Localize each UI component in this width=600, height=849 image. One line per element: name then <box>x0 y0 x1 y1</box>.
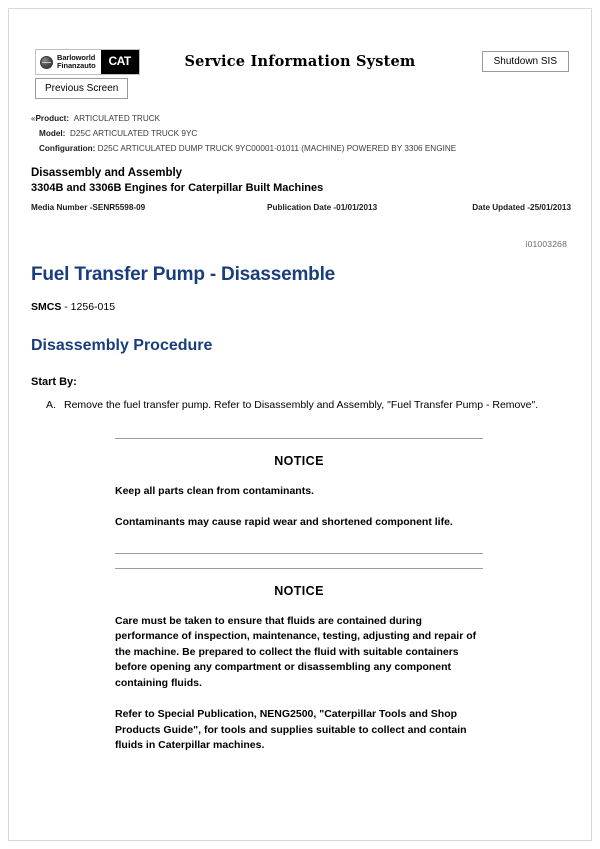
notice-top-rule <box>115 438 483 439</box>
metadata-configuration-value: D25C ARTICULATED DUMP TRUCK 9YC00001-01011 (MACHINE) POWERED BY 3306 ENGINE <box>97 144 457 153</box>
publication-info <box>27 203 573 217</box>
metadata-product-value: ARTICULATED TRUCK <box>73 114 161 123</box>
step-text: Remove the fuel transfer pump. Refer to Disassembly and Assembly, "Fuel Transfer Pump - Remove". <box>64 399 539 411</box>
notice-top-rule <box>115 568 483 569</box>
publication-date: Publication Date -01/01/2013 <box>267 203 378 212</box>
notice-body <box>115 484 483 531</box>
notice-paragraph: Refer to Special Publication, NENG2500, "Caterpillar Tools and Shop Products Guide", for tools and supplies suitable to collect and contain fluids in Caterpillar machines. <box>115 708 467 751</box>
start-by-label: Start By: <box>31 376 77 388</box>
metadata-model-row <box>31 126 573 141</box>
dealer-logo-line1: Barloworld <box>57 52 96 62</box>
app-header <box>27 49 573 93</box>
shutdown-sis-button[interactable]: Shutdown SIS <box>482 51 569 72</box>
metadata-model-value: D25C ARTICULATED TRUCK 9YC <box>69 129 198 138</box>
media-number: Media Number -SENR5598-09 <box>31 203 146 212</box>
document-page <box>8 8 592 841</box>
cat-logo-text: CAT <box>108 54 131 68</box>
metadata-configuration-row <box>31 141 573 156</box>
notice-block-1 <box>115 438 483 554</box>
date-updated: Date Updated -25/01/2013 <box>472 203 571 212</box>
dealer-logo-line2: Finanzauto <box>57 61 96 70</box>
article-body <box>27 263 573 754</box>
metadata-product-row <box>31 111 573 126</box>
notice-body <box>115 614 483 754</box>
machine-metadata <box>27 111 573 156</box>
metadata-product-label: Product: <box>35 114 70 123</box>
page-title: Service Information System <box>184 53 416 70</box>
previous-screen-button[interactable]: Previous Screen <box>35 78 128 99</box>
metadata-configuration-label: Configuration: <box>39 144 96 153</box>
article-title: Fuel Transfer Pump - Disassemble <box>31 264 336 285</box>
smcs-label: SMCS <box>31 301 62 313</box>
notice-block-2 <box>115 568 483 754</box>
manual-heading <box>27 166 573 196</box>
smcs-code <box>31 300 567 314</box>
manual-title: Disassembly and Assembly <box>31 167 183 179</box>
notice-title: NOTICE <box>274 453 324 468</box>
procedure-step <box>31 398 567 414</box>
notice-title: NOTICE <box>274 583 324 598</box>
document-id: i01003268 <box>525 239 567 249</box>
collapse-caret-icon[interactable]: « <box>31 114 36 123</box>
notice-paragraph: Contaminants may cause rapid wear and shortened component life. <box>115 516 453 528</box>
procedure-heading: Disassembly Procedure <box>31 337 213 354</box>
manual-subtitle: 3304B and 3306B Engines for Caterpillar Built Machines <box>31 182 324 194</box>
step-marker: A. <box>46 399 56 411</box>
notice-paragraph: Keep all parts clean from contaminants. <box>115 484 314 497</box>
metadata-model-label: Model: <box>39 129 66 138</box>
notice-paragraph: Care must be taken to ensure that fluids are contained during performance of inspection, maintenance, testing, adjusting and repair of the machine. Be prepared to collect the fluid with suitable containers before opening any compartment or disassembling any component containing fluids. <box>115 614 477 689</box>
smcs-value: - 1256-015 <box>64 301 116 313</box>
